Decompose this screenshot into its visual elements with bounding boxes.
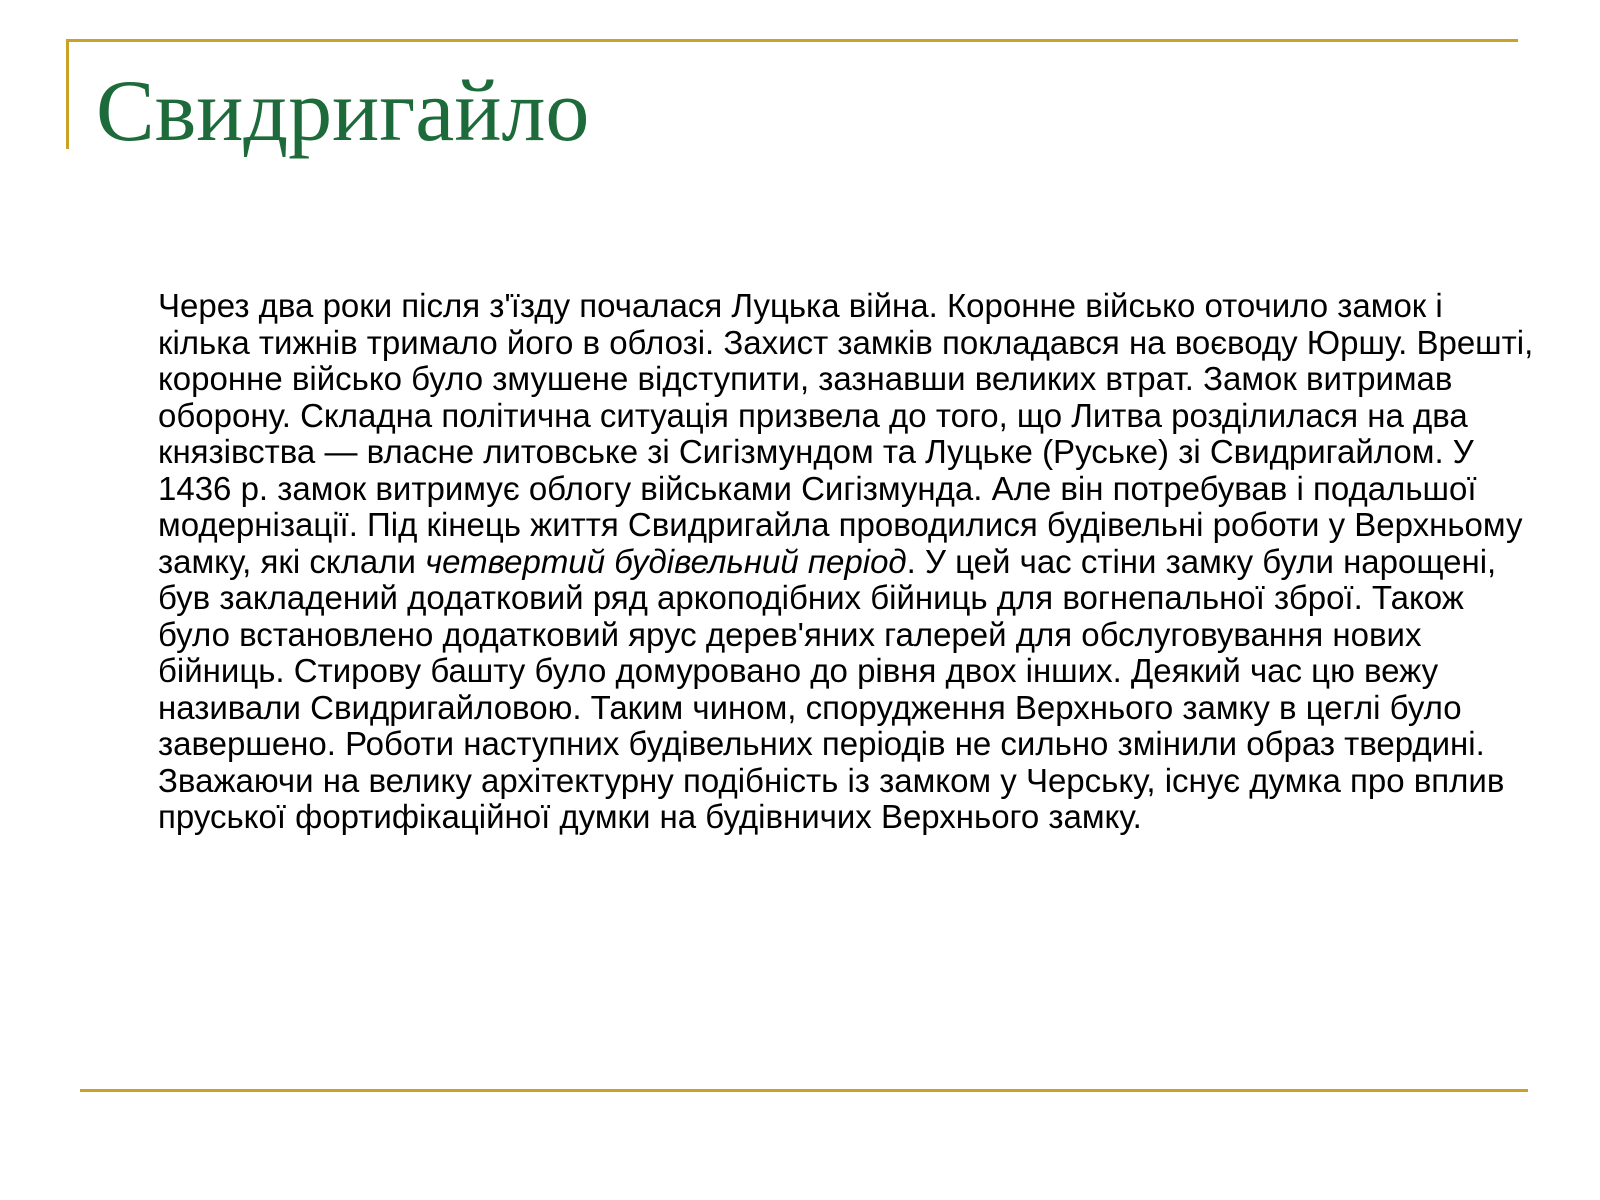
body-text-italic: четвертий будівельний період [425, 542, 907, 580]
top-rule [66, 39, 1518, 42]
body-text-part-1: Через два роки після з'їзду почалася Луцька війна. Коронне військо оточило замок і кілька тижнів тримало його в облозі. Захист замків покладався на воєводу Юршу. Врешті, коронне військо було змушене відступити, зазнавши великих втрат. Замок витримав оборону. Складна політична ситуація призвела до того, що Литва розділилася на два князівства — власне литовське зі Сигізмундом та Луцьке (Руське) зі Свидригайлом. У 1436 р. замок витримує облогу військами Сигізмунда. Але він потребував і подальшої модернізації. Під кінець життя Свидригайла проводилися будівельні роботи у Верхньому замку, які склали [158, 287, 1534, 580]
left-rule [66, 39, 69, 149]
slide-title: Свидригайло [96, 63, 590, 160]
bottom-rule [80, 1089, 1528, 1092]
body-text-part-2: . У цей час стіни замку були нарощені, був закладений додатковий ряд аркоподібних бійниць для вогнепальної зброї. Також було встановлено додатковий ярус дерев'яних галерей для обслуговування нових бійниць. Стирову башту було домуровано до рівня двох інших. Деякий час цю вежу називали Свидригайловою. Таким чином, спорудження Верхнього замку в цеглі було завершено. Роботи наступних будівельних періодів не сильно змінили образ твердині. Зважаючи на велику архітектурну подібність із замком у Черську, існує думка про вплив пруської фортифікаційної думки на будівничих Верхнього замку. [158, 542, 1505, 835]
body-paragraph [158, 288, 1538, 836]
